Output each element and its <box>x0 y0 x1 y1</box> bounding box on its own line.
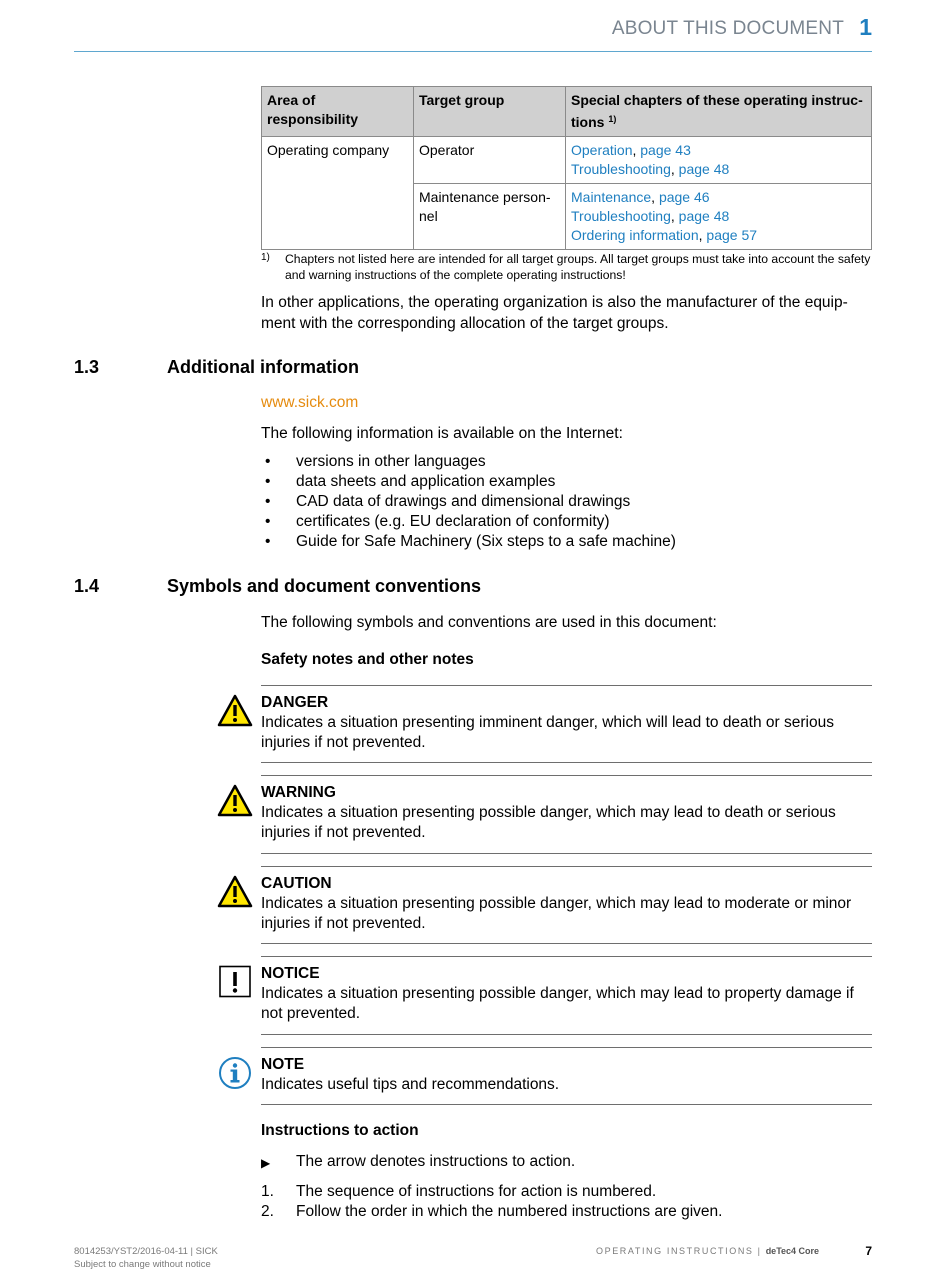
list-item <box>261 512 872 532</box>
table-row <box>262 137 872 184</box>
bullet-mark: • <box>265 473 271 490</box>
bullet-mark: • <box>265 513 271 530</box>
notice-title: CAUTION <box>261 875 332 892</box>
section-intro: The following symbols and conventions are used in this document: <box>261 614 717 631</box>
warning-triangle-icon <box>217 784 253 818</box>
page-number: 7 <box>865 1244 872 1258</box>
separator: , <box>632 142 641 158</box>
website-link[interactable]: www.sick.com <box>261 394 359 411</box>
step-number: 2. <box>261 1203 274 1220</box>
chapter-ref <box>571 188 866 207</box>
notice-notice <box>261 956 872 1035</box>
warning-notice <box>261 775 872 854</box>
table-header-row <box>262 87 872 137</box>
chapter-link[interactable]: Troubleshooting <box>571 208 671 224</box>
info-bullet-list <box>261 452 872 552</box>
notice-text: Indicates a situation presenting possible danger, which may lead to death or serious injuries if not prevented. <box>261 804 836 841</box>
safety-notes-heading: Safety notes and other notes <box>261 651 474 668</box>
list-item <box>261 492 872 512</box>
notice-title: NOTE <box>261 1056 305 1073</box>
header-chapter-number: 1 <box>859 14 872 40</box>
list-item-text: CAD data of drawings and dimensional drawings <box>296 493 631 510</box>
step-text: The sequence of instructions for action is numbered. <box>296 1183 657 1200</box>
page-header <box>74 14 872 52</box>
bullet-mark: • <box>265 493 271 510</box>
notice-title: WARNING <box>261 784 336 801</box>
chapter-link[interactable]: Maintenance <box>571 189 652 205</box>
chapter-link[interactable]: Operation <box>571 142 633 158</box>
caution-notice <box>261 866 872 944</box>
table-cell-chapters <box>566 137 872 184</box>
table-header-text: Special chapters of these operating instruc-tions <box>571 92 863 130</box>
arrow-instruction <box>261 1152 872 1172</box>
footer-manual-label: OPERATING INSTRUCTIONS | <box>596 1246 762 1256</box>
list-item-text: certificates (e.g. EU declaration of conformity) <box>296 513 610 530</box>
list-item <box>261 472 872 492</box>
page-link[interactable]: page 57 <box>706 227 758 243</box>
step-number: 1. <box>261 1183 274 1200</box>
section-title: Additional information <box>167 357 359 377</box>
chapter-ref <box>571 160 866 179</box>
separator: , <box>670 161 679 177</box>
separator: , <box>698 227 707 243</box>
list-item-text: Guide for Safe Machinery (Six steps to a safe machine) <box>296 533 676 550</box>
header-title: ABOUT THIS DOCUMENT <box>611 18 844 39</box>
section-number: 1.3 <box>74 357 100 377</box>
table-header-cell: Area of responsibility <box>262 87 414 137</box>
numbered-step <box>261 1182 872 1202</box>
warning-triangle-icon <box>217 875 253 909</box>
notice-text: Indicates a situation presenting possible danger, which may lead to moderate or minor injuries if not prevented. <box>261 895 852 932</box>
chapter-ref <box>571 226 866 245</box>
notice-title: DANGER <box>261 694 329 711</box>
footer-manual <box>596 1246 819 1256</box>
notice-title: NOTICE <box>261 965 320 982</box>
danger-notice <box>261 685 872 763</box>
list-item <box>261 532 872 552</box>
page-link[interactable]: page 48 <box>678 208 730 224</box>
footer-disclaimer: Subject to change without notice <box>74 1259 211 1270</box>
notice-text: Indicates a situation presenting possible danger, which may lead to property damage if not prevented. <box>261 985 854 1022</box>
page-link[interactable]: page 48 <box>678 161 730 177</box>
footnote-reference: 1) <box>608 114 617 124</box>
footer-product: deTec4 Core <box>765 1246 820 1256</box>
page-link[interactable]: page 43 <box>640 142 691 158</box>
bullet-mark: • <box>265 533 271 550</box>
list-item <box>261 452 872 472</box>
section-number: 1.4 <box>74 576 100 596</box>
chapter-ref <box>571 141 866 160</box>
paragraph-other-applications: In other applications, the operating organization is also the manufacturer of the equip-ment with the corresponding allocation of the target groups. <box>261 294 848 332</box>
list-item-text: versions in other languages <box>296 453 486 470</box>
footnote-text: Chapters not listed here are intended for all target groups. All target groups must take into account the safety and warning instructions of the complete operating instructions! <box>285 252 871 282</box>
chapter-link[interactable]: Ordering information <box>571 227 699 243</box>
step-text: Follow the order in which the numbered instructions are given. <box>296 1203 723 1220</box>
instruction-text: The arrow denotes instructions to action. <box>296 1153 576 1170</box>
table-footnote <box>261 251 872 283</box>
arrow-right-icon: ▶ <box>261 1156 271 1170</box>
separator: , <box>651 189 659 205</box>
note-notice <box>261 1047 872 1105</box>
separator: , <box>670 208 679 224</box>
group-name: Maintenance person- nel <box>419 189 551 224</box>
table-cell-group: Operator <box>414 137 566 184</box>
table-cell-chapters <box>566 184 872 250</box>
list-item-text: data sheets and application examples <box>296 473 556 490</box>
page-link[interactable]: page 46 <box>658 189 710 205</box>
section-intro: The following information is available on the Internet: <box>261 425 623 442</box>
instructions-heading: Instructions to action <box>261 1122 419 1139</box>
chapter-link[interactable]: Troubleshooting <box>571 161 671 177</box>
section-title: Symbols and document conventions <box>167 576 482 596</box>
table-cell-group <box>414 184 566 250</box>
notice-text: Indicates a situation presenting imminent danger, which will lead to death or serious injuries if not prevented. <box>261 714 834 751</box>
chapter-ref <box>571 207 866 226</box>
responsibility-table <box>261 86 872 250</box>
footer-doc-info <box>74 1245 218 1271</box>
table-cell-area: Operating company <box>262 137 414 250</box>
table-header-cell <box>566 87 872 137</box>
info-circle-icon <box>217 1056 253 1090</box>
table-header-cell: Target group <box>414 87 566 137</box>
footnote-mark: 1) <box>261 252 270 263</box>
warning-triangle-icon <box>217 694 253 728</box>
notice-text: Indicates useful tips and recommendations. <box>261 1076 560 1093</box>
numbered-step <box>261 1202 872 1222</box>
footer-doc-id: 8014253/YST2/2016-04-11 | SICK <box>74 1246 218 1257</box>
exclamation-box-icon <box>217 965 253 999</box>
bullet-mark: • <box>265 453 271 470</box>
